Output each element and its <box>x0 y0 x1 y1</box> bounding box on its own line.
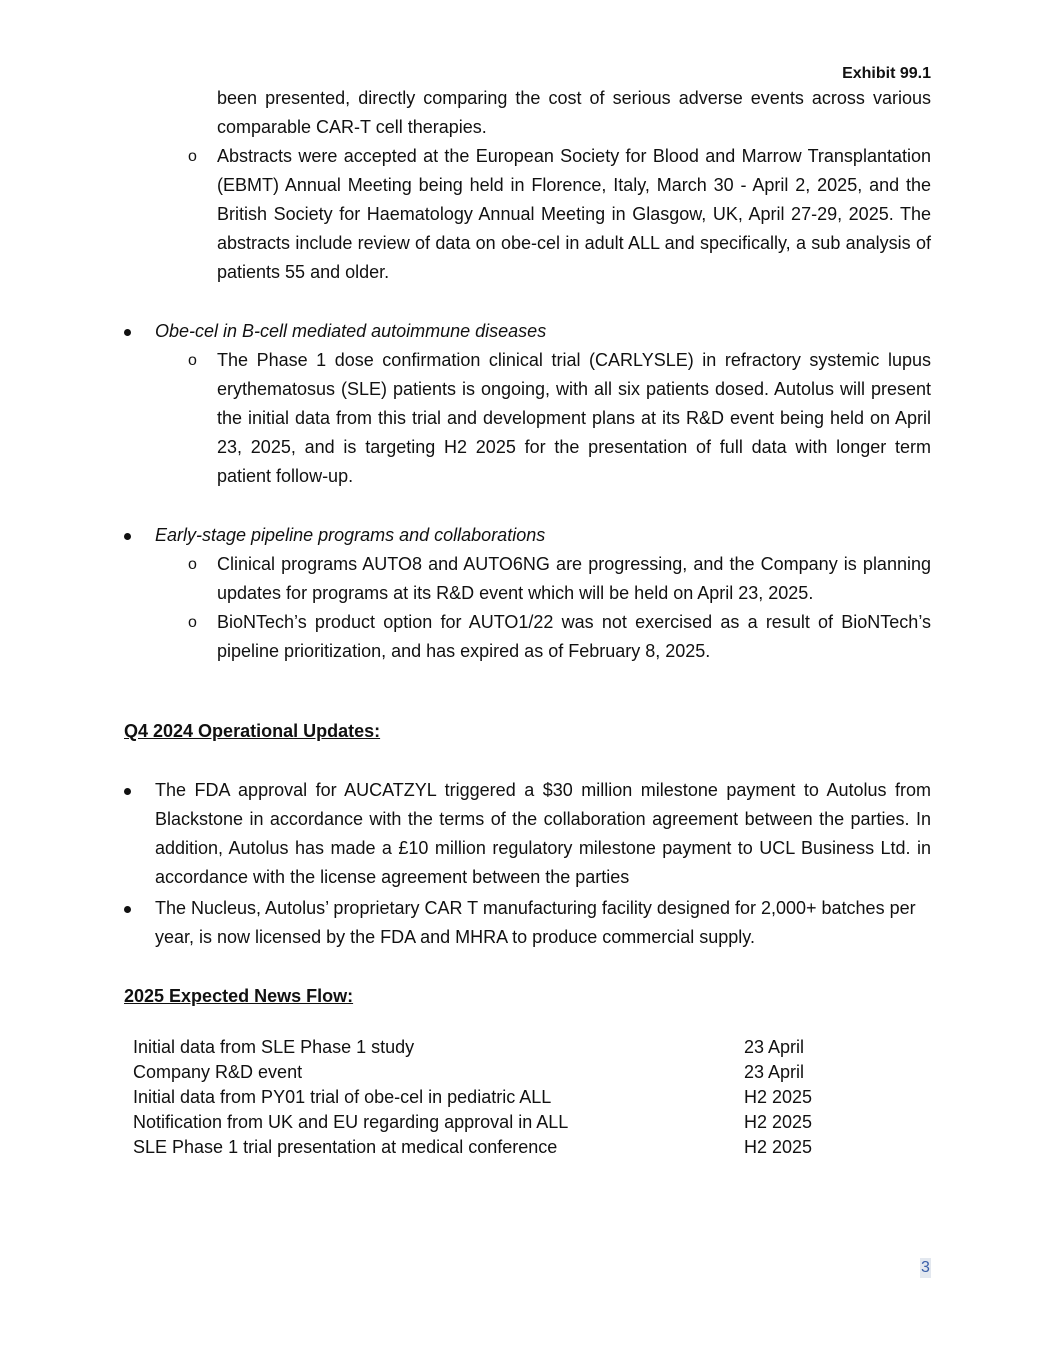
continued-text: been presented, directly comparing the cost of serious adverse events across various comparable CAR-T cell therapies. <box>217 88 931 137</box>
pipeline-text-2: BioNTech’s product option for AUTO1/22 was not exercised as a result of BioNTech’s pipeline prioritization, and has expired as of February 8, 2025. <box>217 612 931 661</box>
pipeline-item-2 <box>217 608 931 666</box>
operational-text-2: The Nucleus, Autolus’ proprietary CAR T manufacturing facility designed for 2,000+ batches per year, is now licensed by the FDA and MHRA to produce commercial supply. <box>155 898 916 947</box>
news-event: Notification from UK and EU regarding approval in ALL <box>133 1112 569 1132</box>
news-date: H2 2025 <box>744 1137 813 1157</box>
news-row <box>133 1035 833 1060</box>
news-flow-table <box>133 1035 833 1160</box>
bullet-marker <box>124 317 131 346</box>
operational-text-1: The FDA approval for AUCATZYL triggered a $30 million milestone payment to Autolus from Blackstone in accordance with the terms of the collaboration agreement between the parties. In addition, Autolus has made a £10 million regulatory milestone payment to UCL Business Ltd. in accordance with the license agreement between the parties <box>155 780 931 887</box>
news-event: Initial data from PY01 trial of obe-cel in pediatric ALL <box>133 1087 552 1107</box>
sub-bullet-marker: o <box>188 148 197 165</box>
sub-bullet-marker: o <box>188 352 197 369</box>
autoimmune-title: Obe-cel in B-cell mediated autoimmune diseases <box>155 321 547 341</box>
news-date: H2 2025 <box>744 1087 813 1107</box>
continued-paragraph <box>217 84 931 142</box>
page-number: 3 <box>921 1259 930 1276</box>
news-event: SLE Phase 1 trial presentation at medical conference <box>133 1137 558 1157</box>
news-row <box>133 1135 833 1160</box>
news-row <box>133 1085 833 1110</box>
exhibit-label: Exhibit 99.1 <box>842 65 931 82</box>
bullet-marker <box>124 776 131 805</box>
autoimmune-item <box>217 346 931 491</box>
bullet-marker <box>124 894 131 923</box>
news-date: 23 April <box>744 1037 805 1057</box>
news-date: H2 2025 <box>744 1112 813 1132</box>
pipeline-text-1: Clinical programs AUTO8 and AUTO6NG are progressing, and the Company is planning updates for programs at its R&D event which will be held on April 23, 2025. <box>217 554 931 603</box>
bullet-marker <box>124 521 131 550</box>
news-flow-heading: 2025 Expected News Flow: <box>124 986 354 1006</box>
news-event: Initial data from SLE Phase 1 study <box>133 1037 415 1057</box>
operational-item-1 <box>155 776 931 892</box>
autoimmune-text: The Phase 1 dose confirmation clinical trial (CARLYSLE) in refractory systemic lupus erythematosus (SLE) patients is ongoing, with all six patients dosed. Autolus will present the initial data from this trial and development plans at its R&D event being held on April 23, 2025, and is targeting H2 2025 for the presentation of full data with longer term patient follow-up. <box>217 350 931 486</box>
operational-item-2 <box>155 894 931 952</box>
operational-heading: Q4 2024 Operational Updates: <box>124 721 381 741</box>
sub-bullet-marker: o <box>188 556 197 573</box>
news-event: Company R&D event <box>133 1062 303 1082</box>
pipeline-item-1 <box>217 550 931 608</box>
abstracts-paragraph <box>217 142 931 287</box>
pipeline-title: Early-stage pipeline programs and collaborations <box>155 525 546 545</box>
news-date: 23 April <box>744 1062 805 1082</box>
abstracts-text: Abstracts were accepted at the European Society for Blood and Marrow Transplantation (EBMT) Annual Meeting being held in Florence, Italy, March 30 - April 2, 2025, and the British Society for Haematology Annual Meeting in Glasgow, UK, April 27-29, 2025. The abstracts include review of data on obe-cel in adult ALL and specifically, a sub analysis of patients 55 and older. <box>217 146 931 282</box>
news-row <box>133 1060 833 1085</box>
sub-bullet-marker: o <box>188 614 197 631</box>
news-row <box>133 1110 833 1135</box>
